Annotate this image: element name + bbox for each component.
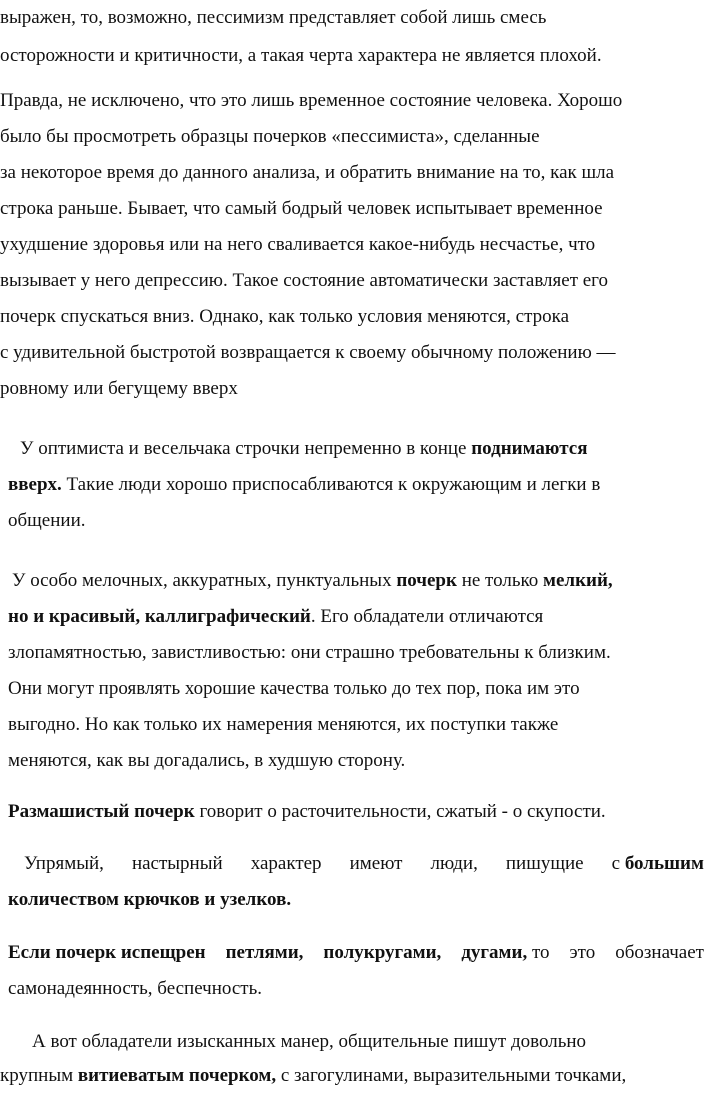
text-line: строка раньше. Бывает, что самый бодрый человек испытывает временное [0,198,603,219]
bold-text-run: дугами, [461,942,528,963]
paragraph-sweeping [0,794,704,830]
word: настырный [131,853,223,874]
text-line: осторожности и критичности, а такая черта характера не является плохой. [0,45,602,66]
text-run: Такие люди хорошо приспосабливаются к окружающим и легки в [61,474,601,495]
text-run: У оптимиста и весельчака строчки непременно в конце [20,438,472,459]
bold-text-run: витиеватым почерком, [77,1065,277,1086]
text-line: злопамятностью, завистливостью: они страшно требовательны к близким. [8,642,611,663]
bold-text-line: количеством крючков и узелков. [8,889,292,910]
text-line: за некоторое время до данного анализа, и обратить внимание на то, как шла [0,162,615,183]
text-line: Они могут проявлять хорошие качества только до тех пор, пока им это [8,678,580,699]
word: это [569,942,596,963]
text-line: было бы просмотреть образцы почерков «пессимиста», сделанные [0,126,540,147]
text-line [0,599,704,635]
word [612,846,704,882]
word: обозначает [615,942,704,963]
text-line: почерк спускаться вниз. Однако, как только условия меняются, строка [0,306,569,327]
text-line: выражен, то, возможно, пессимизм представляет собой лишь смесь [0,7,547,28]
text-line: выгодно. Но как только их намерения меняются, их поступки также [8,714,559,735]
text-run: говорит о расточительности, сжатый - о скупости. [194,801,606,822]
bold-word: полукругами, [323,942,442,963]
word: характер [250,853,322,874]
paragraph-refined-manners [0,1024,704,1094]
text-line [0,935,704,971]
bold-text-run: но и красивый, каллиграфический [8,606,311,627]
paragraph-loops [0,935,704,1007]
bold-text-run: поднимаются [471,438,588,459]
bold-text-run: мелкий, [543,570,613,591]
text-line: вызывает у него депрессию. Такое состояние автоматически заставляет его [0,270,608,291]
text-line: с удивительной быстротой возвращается к своему обычному положению — [0,342,616,363]
bold-word: Если почерк испещрен [8,942,206,963]
bold-word: петлями, [225,942,304,963]
text-line [0,1058,704,1094]
paragraph-optimist [0,431,704,539]
text-line [0,467,704,503]
text-run: У особо мелочных, аккуратных, пунктуальных [12,570,397,591]
text-line [0,794,704,830]
text-line: самонадеянность, беспечность. [8,978,263,999]
paragraph-temporary-state [0,83,704,407]
text-line: меняются, как вы догадались, в худшую сторону. [8,750,406,771]
text-line [0,431,704,467]
text-line: общении. [8,510,86,531]
text-line [0,846,704,882]
text-line [0,563,704,599]
text-line: ровному или бегущему вверх [0,378,238,399]
text-run: то [527,942,550,963]
word: пишущие [505,853,584,874]
text-run: не только [456,570,544,591]
bold-text-run: вверх. [8,474,62,495]
text-run: с загогулинами, выразительными точками, [276,1065,627,1086]
bold-text-run: большим [624,853,704,874]
word: люди, [430,853,478,874]
text-run: . Его обладатели отличаются [310,606,544,627]
text-run: крупным [0,1065,78,1086]
word [461,935,549,971]
paragraph-stubborn [0,846,704,918]
bold-text-run: почерк [396,570,457,591]
text-line: ухудшение здоровья или на него сваливается какое-нибудь несчастье, что [0,234,596,255]
text-line: А вот обладатели изысканных манер, общительные пишут довольно [32,1031,587,1052]
word: Упрямый, [24,853,104,874]
bold-text-run: Размашистый почерк [8,801,195,822]
paragraph-meticulous [0,563,704,779]
text-run: с [611,853,625,874]
text-line: Правда, не исключено, что это лишь временное состояние человека. Хорошо [0,90,623,111]
word: имеют [349,853,403,874]
paragraph-pessimism-conclusion [0,0,704,74]
